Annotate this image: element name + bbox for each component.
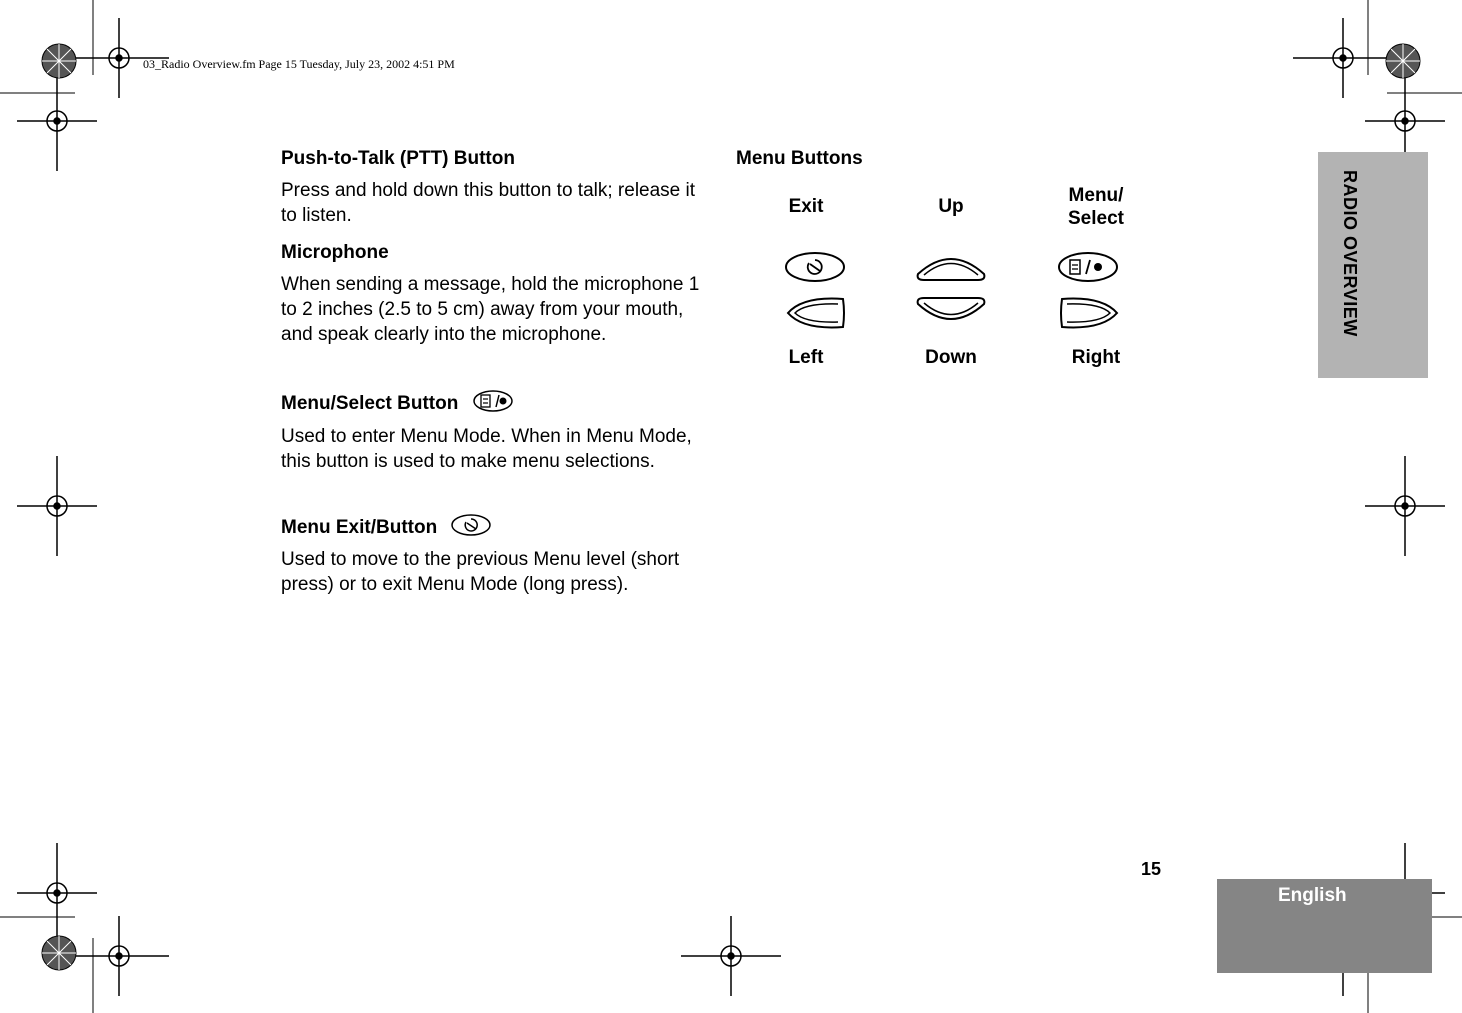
down-button-icon [914,294,988,337]
label-exit: Exit [788,196,824,217]
menu-select-icon [472,389,514,419]
side-tab [1318,152,1428,378]
menu-buttons-heading: Menu Buttons [736,148,863,169]
ptt-body: Press and hold down this button to talk; release it to listen. [281,180,696,226]
menu-exit-body: Used to move to the previous Menu level (short press) or to exit Menu Mode (long press). [281,549,680,595]
microphone-heading: Microphone [281,242,389,263]
exit-icon [450,513,492,543]
menu-select-body: Used to enter Menu Mode. When in Menu Mode, this button is used to make menu selections. [281,426,692,472]
menu-select-heading-text: Menu/Select Button [281,393,459,415]
menu-exit-heading [281,513,713,543]
up-button-icon [914,250,988,289]
page-number: 15 [1141,859,1162,879]
language-label: English [1278,885,1347,906]
microphone-body: When sending a message, hold the microphone 1 to 2 inches (2.5 to 5 cm) away from your mouth, and speak clearly into the microphone. [281,274,700,345]
right-button-icon [1058,294,1122,337]
ptt-heading: Push-to-Talk (PTT) Button [281,148,515,169]
menu-select-button-icon [1056,250,1120,289]
label-down: Down [925,347,977,368]
label-left: Left [788,347,824,368]
left-button-icon [783,294,847,337]
menu-exit-heading-text: Menu Exit/Button [281,517,438,539]
side-tab-label: RADIO OVERVIEW [1340,170,1360,337]
file-header: 03_Radio Overview.fm Page 15 Tuesday, July 23, 2002 4:51 PM [143,57,455,71]
menu-select-heading [281,389,713,419]
exit-button-icon [783,250,847,289]
label-menu-select: Menu/ Select [1068,185,1124,229]
label-up: Up [938,196,964,217]
label-right: Right [1071,347,1121,368]
